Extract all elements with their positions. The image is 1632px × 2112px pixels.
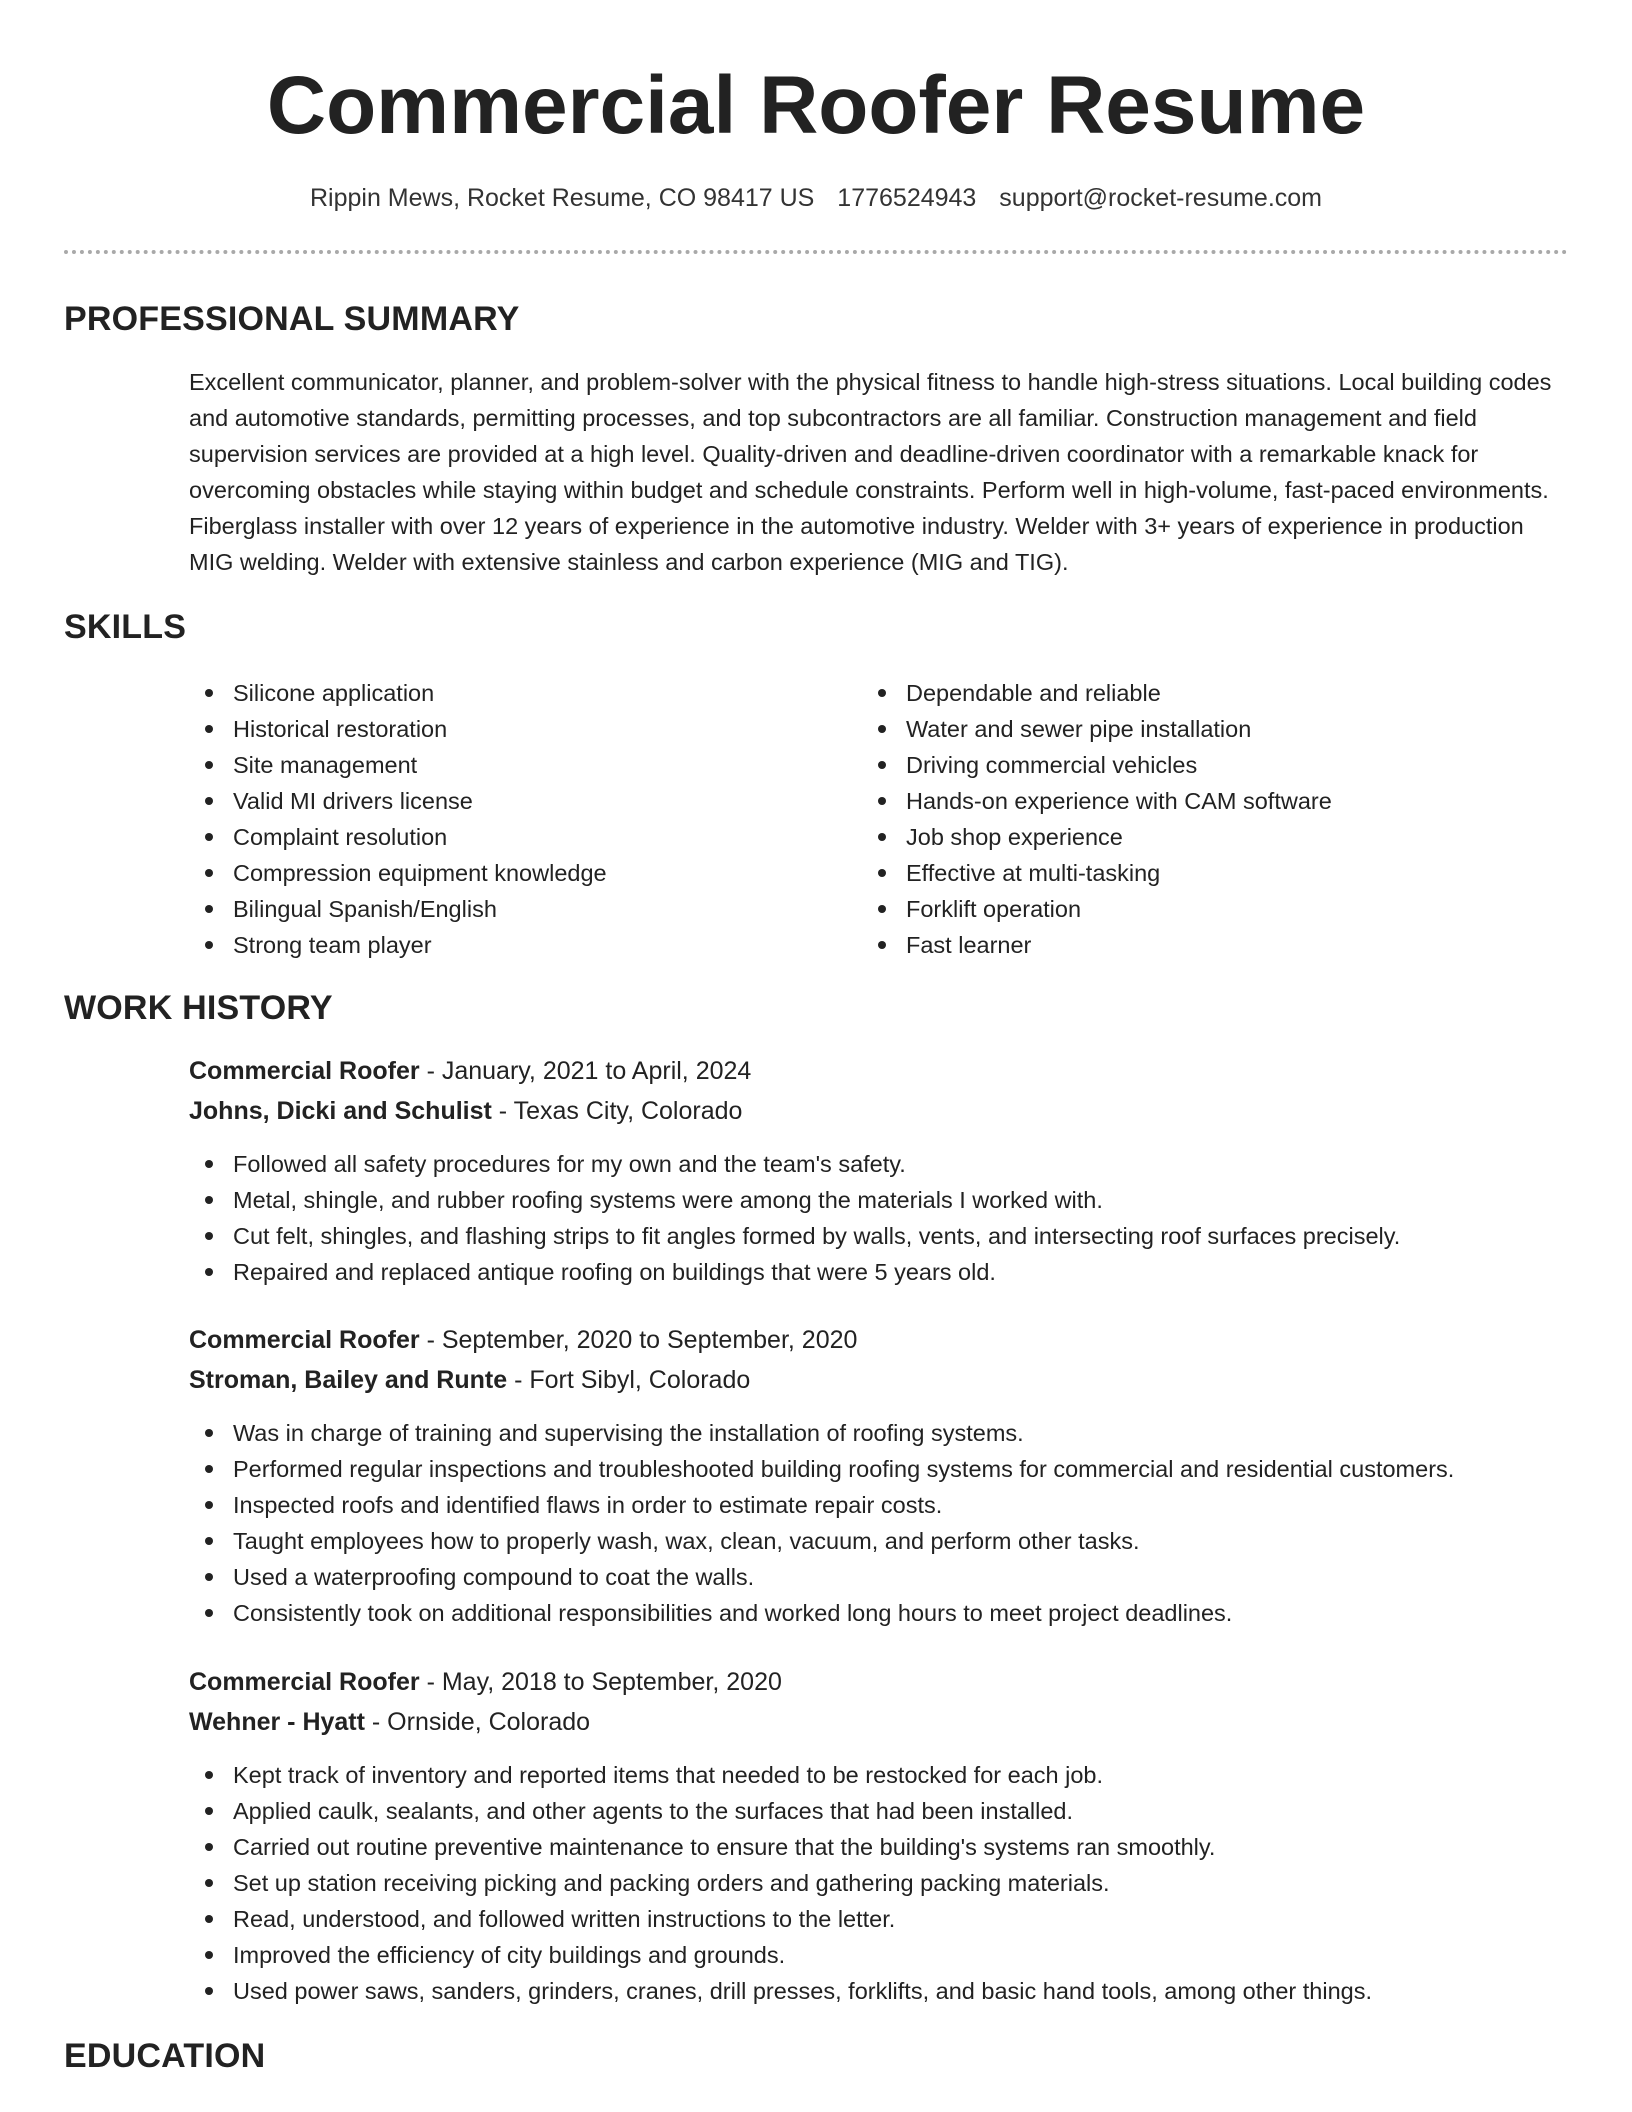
skill-item: Historical restoration [189,711,607,747]
skill-item: Effective at multi-tasking [862,855,1332,891]
job-bullet: Applied caulk, sealants, and other agents to the surfaces that had been installed. [189,1793,1372,1829]
job-company: Wehner - Hyatt [189,1708,365,1736]
skills-column-right [862,675,1332,963]
job-bullet: Consistently took on additional responsibilities and worked long hours to meet project deadlines. [189,1595,1454,1631]
job-bullet: Read, understood, and followed written instructions to the letter. [189,1901,1372,1937]
job-company: Johns, Dicki and Schulist [189,1097,492,1125]
job-location: - Texas City, Colorado [491,1097,743,1125]
skill-item: Compression equipment knowledge [189,855,607,891]
contact-line [0,180,1632,216]
job-bullet: Inspected roofs and identified flaws in order to estimate repair costs. [189,1487,1454,1523]
job-bullet: Performed regular inspections and troubleshooted building roofing systems for commercial and residential customers. [189,1451,1454,1487]
job-bullet: Used a waterproofing compound to coat the walls. [189,1559,1454,1595]
job-bullet: Was in charge of training and supervising the installation of roofing systems. [189,1415,1454,1451]
skills-heading: SKILLS [64,608,187,646]
skills-column-left [189,675,607,963]
job-title: Commercial Roofer [189,1326,420,1354]
contact-address: Rippin Mews, Rocket Resume, CO 98417 US [309,184,815,212]
job-title-line [189,1664,782,1700]
skill-item: Bilingual Spanish/English [189,891,607,927]
skill-item: Site management [189,747,607,783]
job-bullet: Carried out routine preventive maintenance to ensure that the building's systems ran smoothly. [189,1829,1372,1865]
job-title-line [189,1322,857,1358]
education-heading: EDUCATION [64,2037,266,2075]
skill-item: Water and sewer pipe installation [862,711,1332,747]
work-history-heading: WORK HISTORY [64,989,333,1027]
skill-item: Silicone application [189,675,607,711]
skill-item: Hands-on experience with CAM software [862,783,1332,819]
job-company-line [189,1093,742,1129]
skill-item: Job shop experience [862,819,1332,855]
job-bullet: Kept track of inventory and reported items that needed to be restocked for each job. [189,1757,1372,1793]
contact-email[interactable]: support@rocket-resume.com [999,184,1323,212]
job-bullet: Improved the efficiency of city buildings and grounds. [189,1937,1372,1973]
job-bullets [189,1757,1372,2009]
job-bullets [189,1415,1454,1631]
summary-text: Excellent communicator, planner, and problem-solver with the physical fitness to handle high-stress situations. Local building codes and automotive standards, permitting processes, and top subcontractors are all familiar. Construction management and field supervision services are provided at a high level. Quality-driven and deadline-driven coordinator with a remarkable knack for overcoming obstacles while staying within budget and schedule constraints. Perform well in high-volume, fast-paced environments. Fiberglass installer with over 12 years of experience in the automotive industry. Welder with 3+ years of experience in production MIG welding. Welder with extensive stainless and carbon experience (MIG and TIG). [189,369,1552,575]
job-bullets [189,1146,1400,1290]
job-title: Commercial Roofer [189,1668,420,1696]
job-company-line [189,1704,590,1740]
skill-item: Valid MI drivers license [189,783,607,819]
job-bullet: Taught employees how to properly wash, wax, clean, vacuum, and perform other tasks. [189,1523,1454,1559]
job-company-line [189,1362,750,1398]
skill-item: Dependable and reliable [862,675,1332,711]
skill-item: Complaint resolution [189,819,607,855]
job-bullet: Cut felt, shingles, and flashing strips to fit angles formed by walls, vents, and intersecting roof surfaces precisely. [189,1218,1400,1254]
job-dates: - January, 2021 to April, 2024 [419,1057,752,1085]
skill-item: Fast learner [862,927,1332,963]
job-location: - Ornside, Colorado [364,1708,591,1736]
job-location: - Fort Sibyl, Colorado [507,1366,751,1394]
job-bullet: Used power saws, sanders, grinders, cranes, drill presses, forklifts, and basic hand tools, among other things. [189,1973,1372,2009]
job-dates: - September, 2020 to September, 2020 [419,1326,858,1354]
skill-item: Driving commercial vehicles [862,747,1332,783]
job-bullet: Set up station receiving picking and packing orders and gathering packing materials. [189,1865,1372,1901]
skill-item: Forklift operation [862,891,1332,927]
resume-title: Commercial Roofer Resume [266,60,1366,151]
job-bullet: Metal, shingle, and rubber roofing systems were among the materials I worked with. [189,1182,1400,1218]
job-company: Stroman, Bailey and Runte [189,1366,508,1394]
job-bullet: Repaired and replaced antique roofing on buildings that were 5 years old. [189,1254,1400,1290]
header-divider [64,250,1568,254]
contact-phone[interactable]: 1776524943 [837,184,977,212]
summary-heading: PROFESSIONAL SUMMARY [64,300,520,338]
job-bullet: Followed all safety procedures for my own and the team's safety. [189,1146,1400,1182]
job-title: Commercial Roofer [189,1057,420,1085]
skill-item: Strong team player [189,927,607,963]
job-dates: - May, 2018 to September, 2020 [419,1668,782,1696]
job-title-line [189,1053,751,1089]
